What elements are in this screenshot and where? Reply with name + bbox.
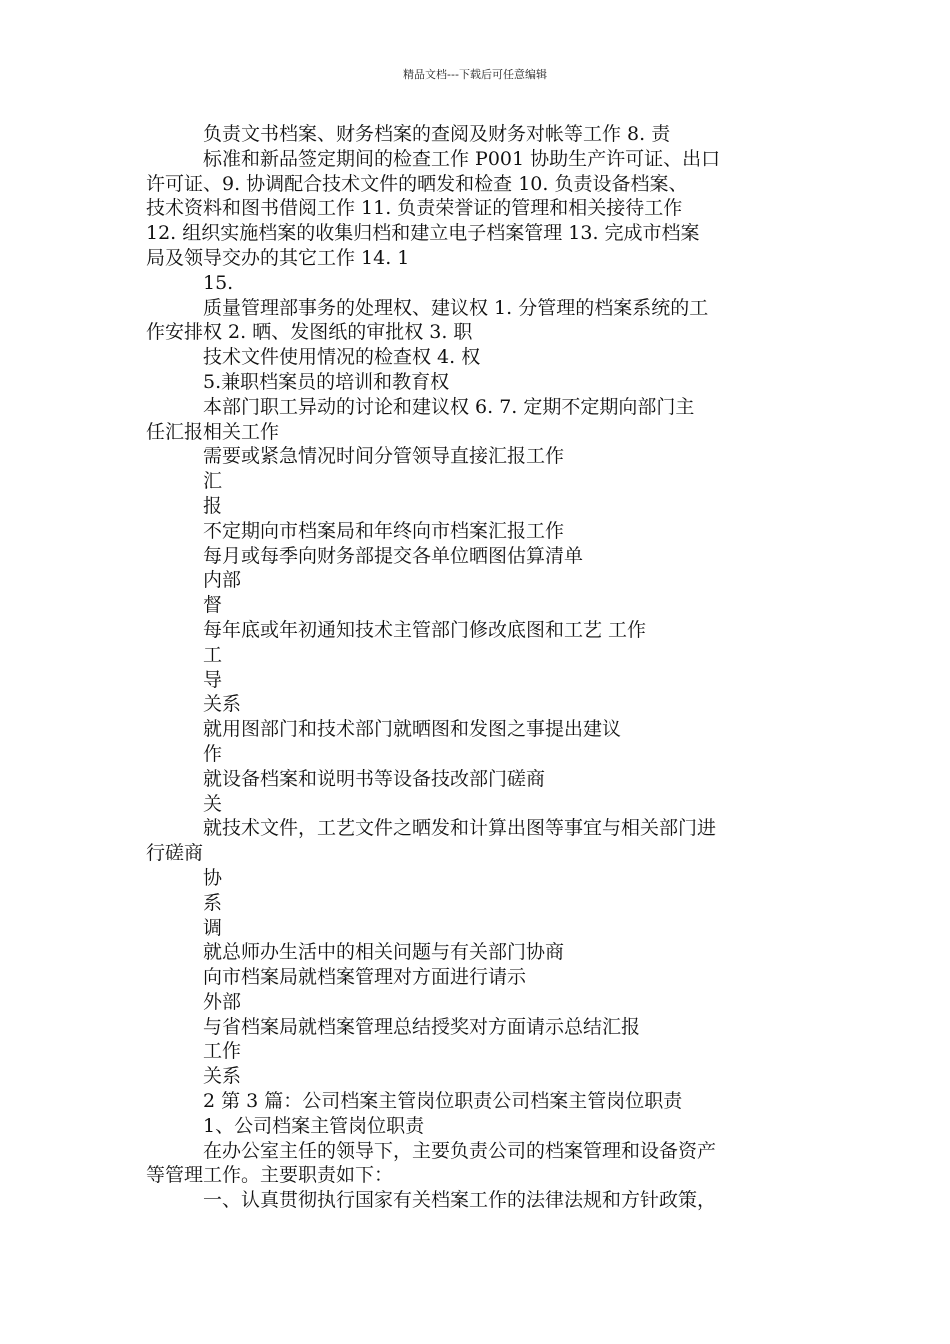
text-line: 本部门职工异动的讨论和建议权 6. 7. 定期不定期向部门主	[203, 395, 695, 418]
text-line: 关系	[203, 693, 242, 716]
text-line: 关系	[203, 1065, 242, 1088]
text-line: 就设备档案和说明书等设备技改部门磋商	[203, 767, 546, 790]
text-line: 就总师办生活中的相关问题与有关部门协商	[203, 941, 565, 964]
text-line: 就用图部门和技术部门就晒图和发图之事提出建议	[203, 718, 622, 741]
text-line: 督	[203, 594, 223, 617]
text-line: 作安排权 2. 晒、发图纸的审批权 3. 职	[146, 321, 473, 344]
text-line: 每年底或年初通知技术主管部门修改底图和工艺 工作	[203, 618, 647, 641]
text-line: 外部	[203, 990, 242, 1013]
text-line: 系	[203, 891, 223, 914]
text-line: 5.兼职档案员的培训和教育权	[203, 370, 450, 393]
text-line: 工作	[203, 1040, 242, 1063]
text-line: 内部	[203, 569, 242, 592]
text-line: 2 第 3 篇：公司档案主管岗位职责公司档案主管岗位职责	[203, 1090, 683, 1113]
text-line: 负责文书档案、财务档案的查阅及财务对帐等工作 8. 责	[203, 123, 671, 145]
page-header: 精品文档---下载后可任意编辑	[403, 68, 547, 81]
text-line: 一、认真贯彻执行国家有关档案工作的法律法规和方针政策，	[203, 1189, 717, 1212]
text-line: 导	[203, 668, 223, 691]
text-line: 局及领导交办的其它工作 14. 1	[146, 246, 410, 269]
text-line: 15.	[203, 271, 234, 294]
text-line: 调	[203, 916, 223, 939]
text-line: 在办公室主任的领导下，主要负责公司的档案管理和设备资产	[203, 1139, 717, 1162]
text-line: 需要或紧急情况时间分管领导直接汇报工作	[203, 445, 565, 468]
text-line: 汇	[203, 470, 223, 493]
text-line: 作	[203, 742, 223, 765]
text-line: 技术文件使用情况的检查权 4. 权	[203, 346, 481, 369]
text-line: 向市档案局就档案管理对方面进行请示	[203, 966, 527, 989]
text-line: 协	[203, 866, 223, 889]
text-line: 1、公司档案主管岗位职责	[203, 1114, 425, 1137]
text-line: 任汇报相关工作	[146, 420, 280, 443]
text-line: 12. 组织实施档案的收集归档和建立电子档案管理 13. 完成市档案	[146, 222, 700, 245]
text-line: 标准和新品签定期间的检查工作 P001 协助生产许可证、出口	[203, 147, 721, 170]
text-line: 行磋商	[146, 842, 204, 865]
text-line: 与省档案局就档案管理总结授奖对方面请示总结汇报	[203, 1015, 641, 1038]
text-line: 报	[203, 494, 223, 517]
document-body	[146, 122, 826, 1213]
text-line: 等管理工作。主要职责如下：	[146, 1164, 394, 1187]
text-line: 不定期向市档案局和年终向市档案汇报工作	[203, 519, 565, 542]
text-line: 许可证、9. 协调配合技术文件的晒发和检查 10. 负责设备档案、	[146, 172, 688, 195]
text-line: 就技术文件，工艺文件之晒发和计算出图等事宜与相关部门进	[203, 817, 717, 840]
text-line: 工	[203, 643, 223, 666]
text-line: 技术资料和图书借阅工作 11. 负责荣誉证的管理和相关接待工作	[146, 197, 683, 220]
text-line: 每月或每季向财务部提交各单位晒图估算清单	[203, 544, 584, 567]
text-line: 关	[203, 792, 223, 815]
text-line: 质量管理部事务的处理权、建议权 1. 分管理的档案系统的工	[203, 296, 709, 319]
